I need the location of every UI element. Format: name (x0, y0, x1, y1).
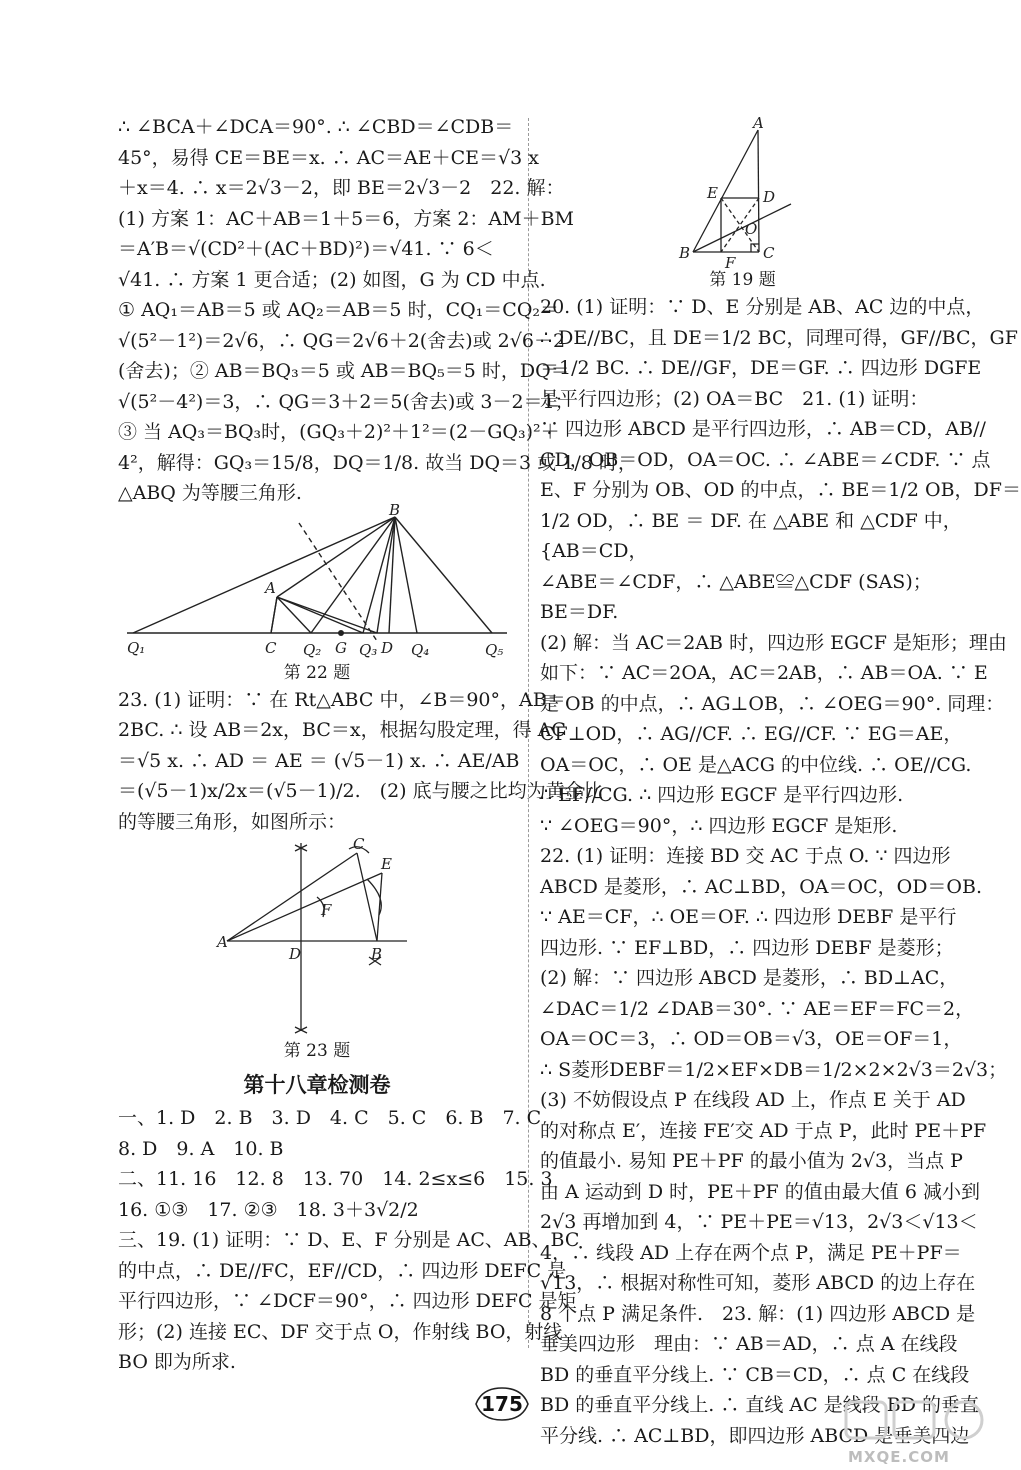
watermark-text: MXQE.COM (848, 1448, 950, 1466)
page-number-text: 175 (481, 1392, 523, 1416)
figure-19 (663, 114, 823, 272)
text-line: ＝A′B＝√(CD²＋(AC＋BD)²)＝√41. ∵ 6＜ (118, 238, 494, 260)
text-line: ∵ AE＝CF，∴ OE＝OF. ∴ 四边形 DEBF 是平行 (540, 906, 957, 928)
text-line: ∠ABE＝∠CDF，∴ △ABE≌△CDF (SAS)； (540, 570, 932, 593)
right-column (540, 114, 1021, 1451)
text-line: ∴ EF//CG. ∴ 四边形 EGCF 是平行四边形. (540, 784, 904, 806)
section-heading: 第十八章检测卷 (243, 1072, 391, 1097)
text-line: 四边形. ∵ EF⊥BD，∴ 四边形 DEBF 是菱形； (540, 936, 954, 959)
figure-22-caption: 第 22 题 (283, 662, 351, 683)
label-Q4: Q₄ (411, 640, 430, 659)
text-line: 8 个点 P 满足条件. 23. 解：(1) 四边形 ABCD 是 (540, 1302, 976, 1325)
text-line: OA＝OC＝3，∴ OD＝OB＝√3，OE＝OF＝1， (540, 1028, 963, 1050)
label-C: C (265, 638, 277, 657)
label-C: C (353, 835, 365, 853)
text-line: 4²，解得：GQ₃＝15/8，DQ＝1/8. 故当 DQ＝3 或 1/8 时， (118, 451, 637, 474)
text-line: 二、11. 16 12. 8 13. 70 14. 2≤x≤6 15. 3 (118, 1168, 553, 1190)
label-G: G (335, 638, 347, 657)
page-number (472, 1384, 532, 1424)
text-line: 三、19. (1) 证明：∵ D、E、F 分别是 AC、AB、BC (118, 1229, 580, 1251)
text-line: ③ 当 AQ₃＝BQ₃时，(GQ₃＋2)²＋1²＝(2－GQ₃)²＋ (118, 421, 560, 443)
text-line: (舍去)；② AB＝BQ₃＝5 或 AB＝BQ₅＝5 时，DQ＝ (118, 360, 570, 382)
label-B: B (371, 945, 383, 963)
text-line: E、F 分别为 OB、OD 的中点，∴ BE＝1/2 OB，DF＝ (540, 479, 1021, 501)
label-B: B (389, 500, 401, 519)
text-line: 的中点，∴ DE//FC，EF//CD，∴ 四边形 DEFC 是 (118, 1259, 567, 1282)
text-line: ∴ DE//BC，且 DE＝1/2 BC，同理可得，GF//BC，GF (540, 326, 1018, 349)
label-O: O (744, 220, 757, 238)
label-F: F (724, 254, 735, 272)
text-line: BO 即为所求. (118, 1351, 236, 1373)
text-line: CF⊥OD，∴ AG//CF. ∴ EG//CF. ∵ EG＝AE， (540, 723, 963, 745)
label-E: E (381, 855, 392, 873)
label-Q2: Q₂ (303, 640, 322, 659)
text-line: 1/2 OD，∴ BE ＝ DF. 在 △ABE 和 △CDF 中， (540, 509, 962, 532)
text-line: ∵ ∠OEG＝90°，∴ 四边形 EGCF 是矩形. (540, 814, 898, 837)
text-line: (2) 解：当 AC＝2AB 时，四边形 EGCF 是矩形；理由 (540, 631, 1007, 654)
label-D: D (381, 638, 394, 657)
watermark (842, 1396, 992, 1466)
text-line: (2) 解：∵ 四边形 ABCD 是菱形，∴ BD⊥AC， (540, 967, 959, 989)
text-line: 是 OB 的中点，∴ AG⊥OB，∴ ∠OEG＝90°. 同理： (540, 692, 1005, 715)
text-line: √(5²－4²)＝3，∴ QG＝3＋2＝5(舍去)或 3－2＝1； (118, 390, 574, 413)
text-line: BD 的垂直平分线上. ∴ 直线 AC 是线段 BD 的垂直 (540, 1394, 979, 1416)
text-line: 8. D 9. A 10. B (118, 1137, 284, 1160)
text-line: √13，∴ 根据对称性可知，菱形 ABCD 的边上存在 (540, 1272, 976, 1294)
text-line: ＝(√5－1)x/2x＝(√5－1)/2. (2) 底与腰之比均为黄金比 (118, 780, 603, 802)
label-D: D (762, 188, 775, 206)
text-line: 22. (1) 证明：连接 BD 交 AC 于点 O. ∵ 四边形 (540, 845, 951, 867)
text-line: 4，∴ 线段 AD 上存在两个点 P，满足 PE＋PF＝ (540, 1241, 962, 1264)
text-line: 一、1. D 2. B 3. D 4. C 5. C 6. B 7. C (118, 1107, 542, 1129)
text-line: OA＝OC，∴ OE 是△ACG 的中位线. ∴ OE//CG. (540, 753, 972, 776)
text-line: √(5²－1²)＝2√6，∴ QG＝2√6＋2(舍去)或 2√6－2 (118, 329, 566, 352)
text-line: 的对称点 E′，连接 FE′交 AD 于点 P，此时 PE＋PF (540, 1119, 987, 1142)
text-line: 的等腰三角形，如图所示： (118, 810, 347, 833)
label-E: E (706, 184, 718, 202)
text-line: 的值最小. 易知 PE＋PF 的最小值为 2√3，当点 P (540, 1150, 963, 1172)
text-line: {AB＝CD， (540, 540, 648, 562)
figure-23-caption: 第 23 题 (283, 1041, 351, 1061)
text-line: ∵ 四边形 ABCD 是平行四边形，∴ AB＝CD，AB// (540, 418, 986, 440)
text-line: 2√3 再增加到 4，∵ PE＋PE＝√13，2√3＜√13＜ (540, 1211, 978, 1233)
label-Q3: Q₃ (359, 640, 378, 659)
label-A: A (265, 578, 276, 597)
text-line: (1) 方案 1：AC＋AB＝1＋5＝6，方案 2：AM＋BM (118, 207, 575, 230)
text-line: 20. (1) 证明：∵ D、E 分别是 AB、AC 边的中点， (540, 296, 985, 318)
label-C: C (762, 244, 774, 262)
text-line: BD 的垂直平分线上. ∵ CB＝CD，∴ 点 C 在线段 (540, 1363, 970, 1386)
watermark-logo-icon (842, 1396, 992, 1446)
label-A: A (217, 933, 228, 951)
text-line: ＝1/2 BC. ∴ DE//GF，DE＝GF. ∴ 四边形 DGFE (540, 357, 982, 379)
text-line: 23. (1) 证明：∵ 在 Rt△ABC 中，∠B＝90°，AB＝ (118, 688, 566, 711)
figure-19-caption: 第 19 题 (709, 270, 776, 290)
text-line: ∴ ∠BCA＋∠DCA＝90°. ∴ ∠CBD＝∠CDB＝ (118, 116, 514, 138)
text-line: 如下：∵ AC＝2OA，AC＝2AB，∴ AB＝OA. ∵ E (540, 662, 988, 684)
text-line: ABCD 是菱形，∴ AC⊥BD，OA＝OC，OD＝OB. (540, 875, 983, 898)
text-line: √41. ∴ 方案 1 更合适；(2) 如图，G 为 CD 中点. (118, 268, 546, 291)
text-line: 形；(2) 连接 EC、DF 交于点 O，作射线 BO，射线 (118, 1320, 563, 1343)
text-line: ＋x＝4. ∴ x＝2√3－2，即 BE＝2√3－2 22. 解： (118, 177, 565, 199)
text-line: 平分线. ∴ AC⊥BD，即四边形 ABCD 是垂美四边 (540, 1424, 970, 1447)
label-F: F (321, 901, 332, 919)
text-line: 垂美四边形 理由：∵ AB＝AD，∴ 点 A 在线段 (540, 1333, 958, 1355)
figure-22 (127, 500, 507, 661)
text-line: 由 A 运动到 D 时，PE＋PF 的值由最大值 6 减小到 (540, 1180, 980, 1203)
text-line: △ABQ 为等腰三角形. (118, 482, 302, 504)
text-line: (3) 不妨假设点 P 在线段 AD 上，作点 E 关于 AD (540, 1089, 966, 1111)
label-B: B (678, 244, 690, 262)
label-Q5: Q₅ (485, 640, 504, 659)
text-line: 是平行四边形；(2) OA＝BC 21. (1) 证明： (540, 387, 929, 410)
text-line: ∴ S菱形DEBF＝1/2×EF×DB＝1/2×2×2√3＝2√3； (540, 1058, 1008, 1081)
figure-23 (217, 835, 417, 1039)
label-Q1: Q₁ (127, 638, 146, 657)
text-line: ＝√5 x. ∴ AD ＝ AE ＝ (√5－1) x. ∴ AE/AB (118, 749, 520, 772)
text-line: CD，OB＝OD，OA＝OC. ∴ ∠ABE＝∠CDF. ∵ 点 (540, 448, 991, 471)
text-line: BE＝DF. (540, 601, 619, 623)
text-line: ① AQ₁＝AB＝5 或 AQ₂＝AB＝5 时，CQ₁＝CQ₂＝ (118, 299, 560, 321)
text-line: 平行四边形，∵ ∠DCF＝90°，∴ 四边形 DEFC 是矩 (118, 1290, 577, 1312)
text-line: ∠DAC＝1/2 ∠DAB＝30°. ∵ AE＝EF＝FC＝2， (540, 997, 975, 1020)
text-line: 2BC. ∴ 设 AB＝2x，BC＝x，根据勾股定理，得 AC (118, 719, 566, 741)
text-line: 16. ①③ 17. ②③ 18. 3＋3√2/2 (118, 1198, 419, 1221)
label-A: A (752, 114, 764, 132)
label-D: D (289, 945, 302, 963)
text-line: 45°，易得 CE＝BE＝x. ∴ AC＝AE＋CE＝√3 x (118, 146, 539, 169)
